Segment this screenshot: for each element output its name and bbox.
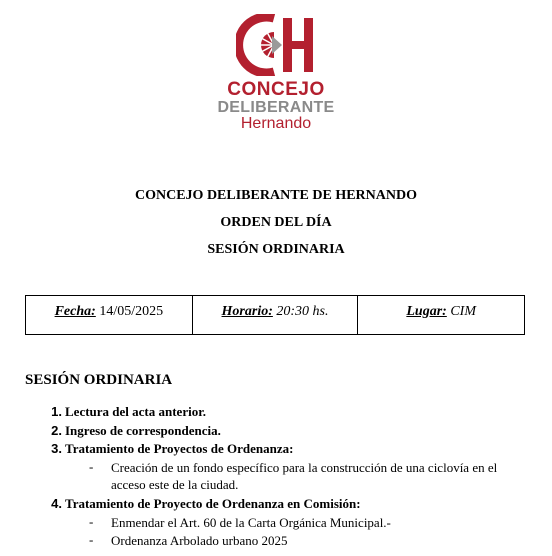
item-text: Tratamiento de Proyectos de Ordenanza: <box>65 441 294 456</box>
subitem-text: Ordenanza Arbolado urbano 2025 <box>111 533 288 548</box>
item-text: Ingreso de correspondencia. <box>65 423 221 438</box>
agenda-title: ORDEN DEL DÍA <box>220 215 332 230</box>
lugar-cell <box>358 296 525 335</box>
horario-label: Horario: <box>221 304 273 319</box>
subitem-text: Creación de un fondo específico para la construcción de una ciclovía en el acceso este de la ciudad. <box>111 460 498 492</box>
fecha-label: Fecha: <box>54 304 96 319</box>
logo-deliberante-text: DELIBERANTE <box>217 99 335 116</box>
section-title: SESIÓN ORDINARIA <box>25 372 173 388</box>
item-number: 1. <box>51 404 62 419</box>
fecha-cell <box>26 296 193 335</box>
subitem-dash: - <box>89 459 94 474</box>
logo <box>0 14 552 132</box>
logo-hernando-text: Hernando <box>240 115 312 132</box>
item-text: Lectura del acta anterior. <box>65 404 207 419</box>
item-number: 2. <box>51 423 62 438</box>
horario-value: 20:30 hs. <box>276 304 329 319</box>
fecha-value: 14/05/2025 <box>99 304 164 319</box>
subitem-text: Enmendar el Art. 60 de la Carta Orgánica Municipal.- <box>111 515 391 530</box>
lugar-value: CIM <box>450 304 476 319</box>
session-info-table <box>25 295 525 335</box>
concejo-emblem-icon <box>236 14 316 76</box>
logo-concejo-text: CONCEJO <box>227 79 325 100</box>
session-type-title: SESIÓN ORDINARIA <box>207 242 345 257</box>
lugar-label: Lugar: <box>406 304 447 319</box>
subitem-dash: - <box>89 532 94 547</box>
item-number: 4. <box>51 496 62 511</box>
subitem-dash: - <box>89 514 94 529</box>
horario-cell <box>192 296 358 335</box>
council-title: CONCEJO DELIBERANTE DE HERNANDO <box>135 188 417 203</box>
item-number: 3. <box>51 441 62 456</box>
item-text: Tratamiento de Proyecto de Ordenanza en Comisión: <box>65 496 361 511</box>
